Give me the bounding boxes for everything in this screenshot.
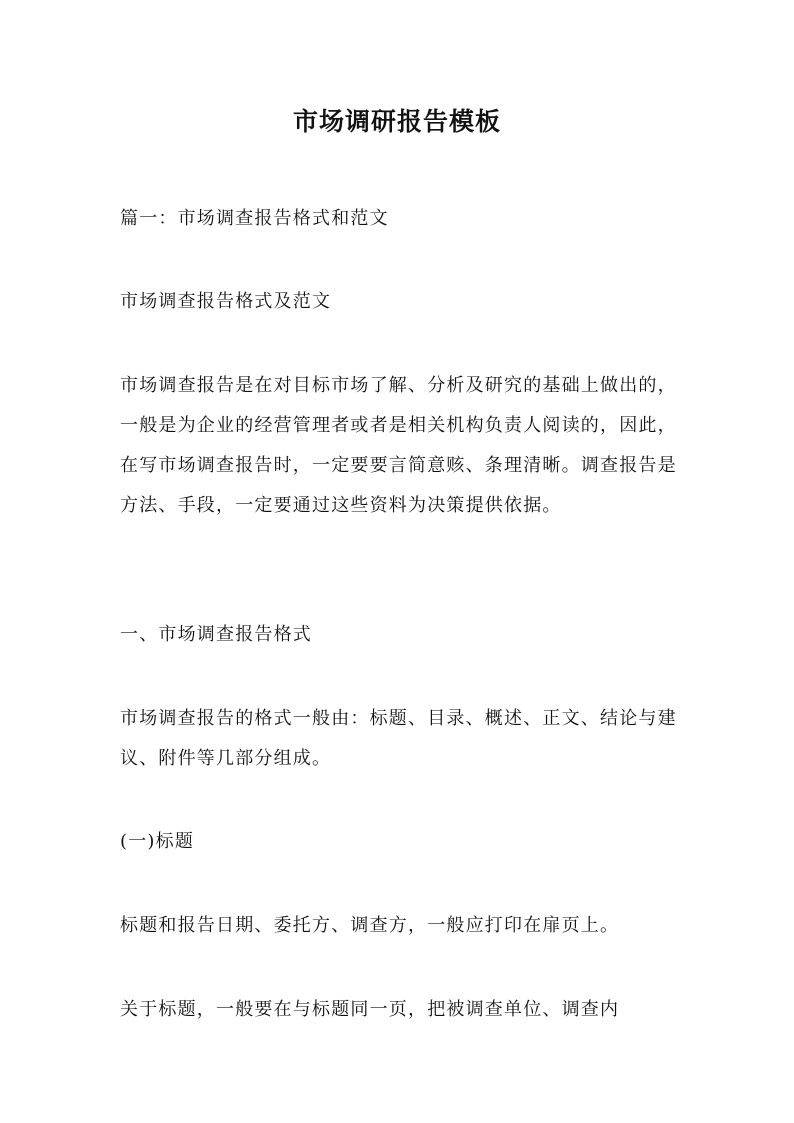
section-heading-part-one: 篇一：市场调查报告格式和范文 [120,208,389,229]
subheading-format-and-sample: 市场调查报告格式及范文 [120,291,332,312]
document-title: 市场调研报告模板 [292,107,501,136]
title-page-paragraph: 标题和报告日期、委托方、调查方，一般应打印在扉页上。 [120,915,620,936]
section-heading-format: 一、市场调查报告格式 [120,624,312,645]
title-detail-paragraph: 关于标题，一般要在与标题同一页，把被调查单位、调查内 [120,999,620,1020]
intro-paragraph: 市场调查报告是在对目标市场了解、分析及研究的基础上做出的，一般是为企业的经营管理者或者是相关机构负责人阅读的，因此，在写市场调查报告时，一定要要言简意赅、条理清晰。调查报告是方法、手段，一定要通过这些资料为决策提供依据。 [120,375,677,516]
format-components-paragraph: 市场调查报告的格式一般由：标题、目录、概述、正文、结论与建议、附件等几部分组成。 [120,708,677,769]
subsection-heading-title: (一)标题 [120,831,195,852]
